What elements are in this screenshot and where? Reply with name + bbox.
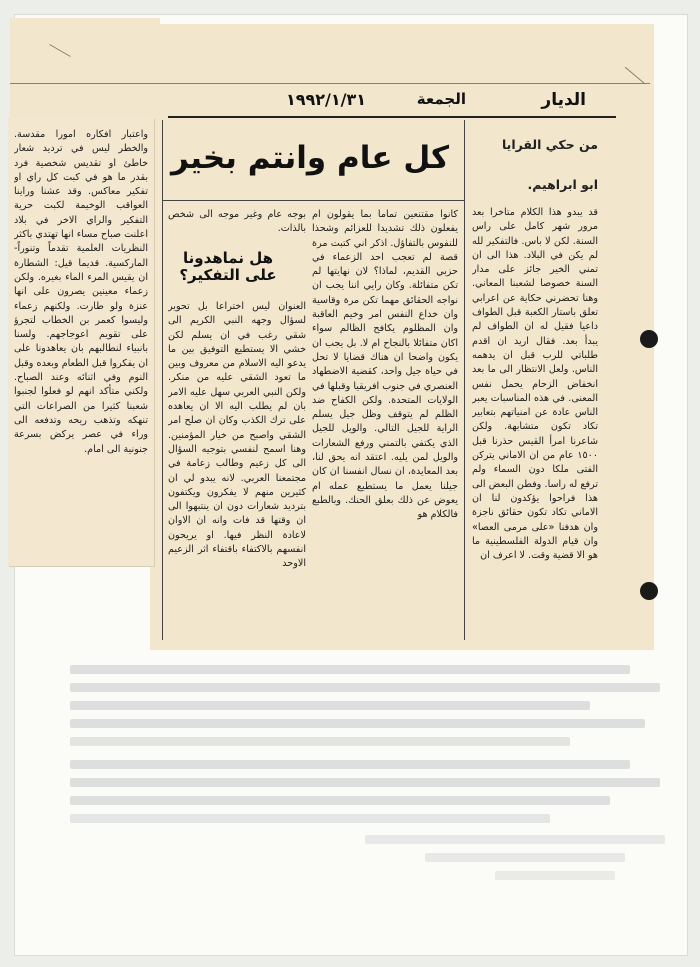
ghost-text [365,835,665,844]
ghost-text [70,796,610,805]
headline-rule [162,200,464,201]
punch-hole [640,330,658,348]
ghost-text [70,778,660,787]
clipping-fragment-top-left [10,18,160,118]
article-paragraph: العنوان ليس اختراعا بل تحوير لسؤال وجهه النبي الكريم الى شقي رغب في ان يسلم لكن خشي الا يستطيع التوفيق بين ما يدعو اليه الاسلام من معروف وبين ما تعود الشقي عليه من منكر. ولكن النبي العربي سهل عليه الامر بان لم يطلب اليه الا ان يعاهده على ترك الكذب وكان ان صلح امر الشقي واصبح من خيار المؤمنين. وهنا اسمح لنفسي بتوجيه السؤال الى كل زعيم وطالب زعامة في مجتمعنا العربي. لانه يبدو لي ان كثيرين منهم لا يفكرون ويكتفون بترديد شعارات دون ان ينتبهوا الى ان وقتها قد فات وانه ان الاوان لاعادة النظر فيها. او يريحون انفسهم بالاكتفاء باقتفاء اثر الزعيم الاوحد [168,301,306,570]
ghost-text [70,719,645,728]
article-paragraph: واعتبار افكاره امورا مقدسة. والخطر ليس في ترديد شعار خاطئ او تقديس شخصية فرد بقدر ما هو في كبت كل راي او تفكير معاكس. وقد عشنا وراينا العواقب الوخيمة لكبت حرية التفكير والراي الاخر في بلاد اعلنت صباح مساء انها تهتدي باكثر النظريات العلمية تقدماً وتنوراً- الماركسية. قديما قيل: الشطارة ان يقيس المرء الماء بغيره. ولكن زعماء معينين يصرون على انها عنزة ولو طارت. ولكنهم زعماء وليسوا كعمر بن الخطاب لتجرؤ على تقويم اعوجاجهم. ولسنا بانبياء لنطالبهم بان يعاهدونا على ان يفكروا قبل الطعام وبعده وقبل النوم وفي اثنائه وعند الصباح. ولكني متأكد انهم لو فعلوا لجنبوا شعبنا كثيرا من الصراعات التي تنهكه وتذهب ريحه وتدفعه الى وراء في عصر يركض بسرعة جنونية الى امام. [14,129,148,455]
masthead [168,88,616,118]
article-paragraph: قد يبدو هذا الكلام متاخرا بعد مرور شهر كامل على راس السنة. لكن لا باس. فالتفكير لله لم يكن في البلاد. هذا الى ان تمني الخير جائز على مدار السنة خصوصا لشعبنا المعاني. وهنا تحضرني حكاية عن اعرابي تعلق باستار الكعبة قبل الطواف داعيا فقيل له ان الطواف لم يبدأ بعد. فقال اريد ان اقدم طلباتي للرب قبل ان يدهمه الناس. ولعل الانتظار الى ما بعد انخفاض الزحام يحمل نفس المعنى. في هذه المناسبات يعبر الناس عادة عن امنياتهم بتعابير تكاد تكون متشابهة. ولكن شاعرنا امرأ القيس حذرنا قبل ١٥٠٠ عام من ان الاماني يتركن الفتى ملكا دون السماء ولم ترفع له راسا. وفطن البعض الى هذا فراحوا يؤكدون لنا ان الاماني تكاد تكون حقائق ناجزة وان هدفنا «على مرمى العصا» وان قيام الدولة الفلسطينية ما هو الا قضية وقت. لا اعرف ان [472,207,598,562]
article-paragraph: كانوا مقتنعين تماما بما يقولون ام يفعلون ذلك تشديدا للعزائم وشحذا للنفوس بالتفاؤل. اذكر اني كتبت مرة قصة لم تعجب احد الزعماء في حزبي القديم، لماذا؟ لان نهايتها لم تكن متفائلة. وكان رايي اننا يجب ان نواجه الحقائق مهما تكن مرة وقاسية وان خداع النفس امر وخيم العاقبة وان المظلوم يكافح الظالم سواء اكان متفائلا بالنجاح ام لا. بل يجب ان يكون واضحا ان هناك قضايا لا تحل في حياة جيل واحد، كقضية الاضطهاد العنصري في جنوب افريقيا وقبلها في الولايات المتحدة. ولكن الكفاح ضد الظلم لم يتوقف وظل جيل يسلم الراية للجيل التالي. والويل للجيل الذي يكتفي بالتمني ورفع الشعارات والويل لمن يليه. اعتقد انه يحق لنا، بعد المعايدة، ان نسال انفسنا ان كان جيلنا يعمل ما يستطيع عمله ام يعوض عن ذلك بعلق الحنك. وبالطبع فالكلام هو [312,209,458,521]
article-paragraph: بوجه عام وغير موجه الى شخص بالذات. [168,209,306,235]
ghost-text [70,814,550,823]
ghost-text [495,871,615,880]
column-rule [464,120,465,640]
punch-hole [640,582,658,600]
ghost-text [70,701,590,710]
article-headline: كل عام وانتم بخير [170,140,450,176]
ghost-text [70,665,630,674]
fold-line [10,83,650,84]
article-subheading: هل نماهدونا على التفكير؟ [179,249,277,284]
ghost-text [425,853,625,862]
issue-date: ١٩٩٢/١/٣١ [285,90,366,109]
article-column-left [168,300,306,630]
article-column-continuation [14,128,148,558]
article-column-left-top [168,208,306,240]
column-rule [162,120,163,640]
article-column-right [472,206,598,626]
ghost-text [70,683,660,692]
column-kicker: من حكي القرايا [501,137,598,152]
newspaper-name: الديار [541,90,586,110]
issue-day: الجمعة [416,90,466,108]
ghost-text [70,760,630,769]
ghost-text [70,737,570,746]
article-byline: ابو ابراهيم. [527,177,598,192]
article-column-middle [312,208,458,628]
